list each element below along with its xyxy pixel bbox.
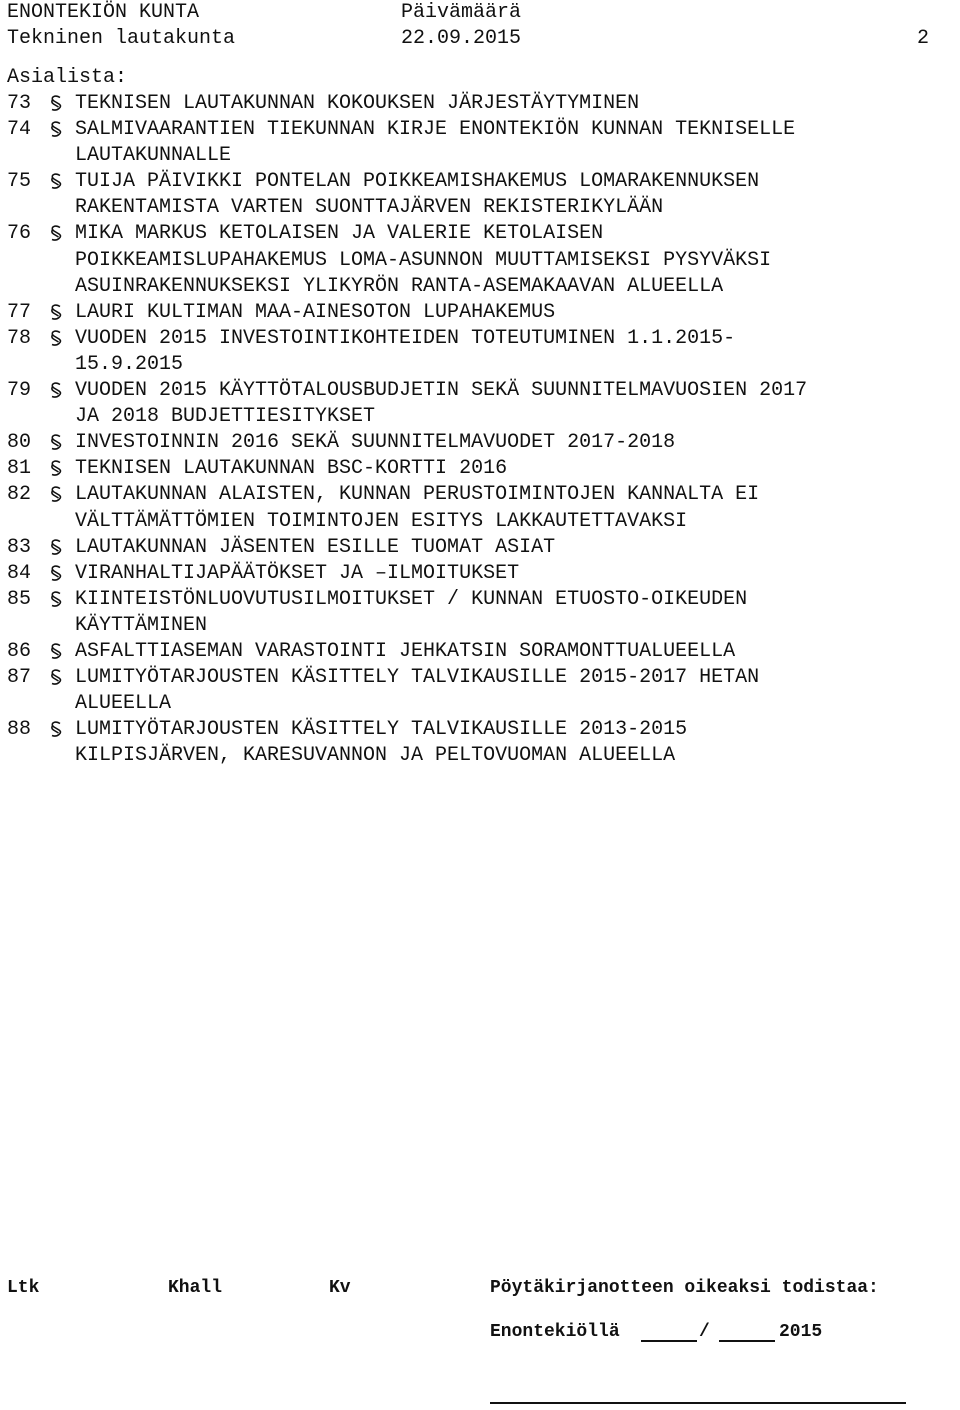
section-sign-icon <box>49 720 63 740</box>
committee-name: Tekninen lautakunta <box>7 27 236 50</box>
section-sign-icon <box>49 433 63 453</box>
agenda-item-title: MIKA MARKUS KETOLAISEN JA VALERIE KETOLAISEN POIKKEAMISLUPAHAKEMUS LOMA-ASUNNON MUUTTAMISEKSI PYSYVÄKSI ASUINRAKENNUKSEKSI YLIKYRÖN RANTA-ASEMAKAAVAN ALUEELLA <box>75 222 772 298</box>
agenda-item <box>7 300 953 326</box>
agenda-item-title: LUMITYÖTARJOUSTEN KÄSITTELY TALVIKAUSILLE 2015-2017 HETAN ALUEELLA <box>75 666 760 716</box>
agenda-item <box>7 117 953 169</box>
year-label: 2015 <box>779 1322 823 1342</box>
agenda-item-number: 80 <box>7 431 32 455</box>
agenda <box>7 65 953 769</box>
agenda-item <box>7 169 953 221</box>
agenda-item-title: KIINTEISTÖNLUOVUTUSILMOITUKSET / KUNNAN ETUOSTO-OIKEUDEN KÄYTTÄMINEN <box>75 587 748 637</box>
agenda-list <box>7 91 953 769</box>
section-sign-icon <box>49 94 63 114</box>
agenda-item-number: 85 <box>7 587 32 611</box>
section-sign <box>37 717 75 769</box>
agenda-title: Asialista: <box>7 66 128 89</box>
section-sign <box>37 535 75 561</box>
section-sign-icon <box>49 538 63 558</box>
agenda-item-number: 87 <box>7 666 32 690</box>
meeting-date: 22.09.2015 <box>401 27 522 50</box>
agenda-item-number: 75 <box>7 170 32 194</box>
agenda-item-title: VIRANHALTIJAPÄÄTÖKSET JA –ILMOITUKSET <box>75 561 520 585</box>
section-sign-icon <box>49 224 63 244</box>
section-sign <box>37 326 75 378</box>
agenda-item <box>7 482 953 534</box>
agenda-item <box>7 456 953 482</box>
section-sign <box>37 117 75 169</box>
section-sign-icon <box>49 590 63 610</box>
section-sign-icon <box>49 668 63 688</box>
municipality-name: ENONTEKIÖN KUNTA <box>7 1 200 24</box>
section-sign <box>37 482 75 534</box>
kv-label: Kv <box>329 1278 351 1298</box>
agenda-item-number: 78 <box>7 326 32 350</box>
section-sign-icon <box>49 485 63 505</box>
khall-label: Khall <box>168 1278 223 1298</box>
agenda-item <box>7 91 953 117</box>
section-sign <box>37 300 75 326</box>
agenda-item-title: TEKNISEN LAUTAKUNNAN KOKOUKSEN JÄRJESTÄYTYMINEN <box>75 92 640 115</box>
agenda-item-title: LAUTAKUNNAN ALAISTEN, KUNNAN PERUSTOIMINTOJEN KANNALTA EI VÄLTTÄMÄTTÖMIEN TOIMINTOJEN ESITYS LAKKAUTETTAVAKSI <box>75 483 760 533</box>
agenda-item-number: 79 <box>7 379 32 403</box>
agenda-item-title: LAURI KULTIMAN MAA-AINESOTON LUPAHAKEMUS <box>75 300 556 324</box>
agenda-item-title: TEKNISEN LAUTAKUNNAN BSC-KORTTI 2016 <box>75 457 508 481</box>
page-header <box>7 0 953 52</box>
date-label: Päivämäärä <box>401 1 522 24</box>
page-number: 2 <box>917 27 930 50</box>
place-label: Enontekiöllä <box>490 1322 620 1342</box>
agenda-item <box>7 326 953 378</box>
section-sign <box>37 91 75 117</box>
section-sign <box>37 169 75 221</box>
agenda-item-title: VUODEN 2015 KÄYTTÖTALOUSBUDJETIN SEKÄ SUUNNITELMAVUOSIEN 2017 JA 2018 BUDJETTIESITYKSET <box>75 379 808 429</box>
section-sign-icon <box>49 459 63 479</box>
month-signature-line <box>719 1340 775 1342</box>
section-sign <box>37 639 75 665</box>
agenda-item-number: 77 <box>7 300 32 324</box>
agenda-item-title: ASFALTTIASEMAN VARASTOINTI JEHKATSIN SORAMONTTUALUEELLA <box>75 639 736 663</box>
day-signature-line <box>641 1340 697 1342</box>
section-sign <box>37 430 75 456</box>
signature-line <box>490 1402 906 1404</box>
agenda-item <box>7 587 953 639</box>
section-sign <box>37 378 75 430</box>
agenda-item <box>7 535 953 561</box>
agenda-item <box>7 665 953 717</box>
date-separator: / <box>699 1322 710 1342</box>
agenda-item <box>7 378 953 430</box>
section-sign-icon <box>49 329 63 349</box>
agenda-item-title: TUIJA PÄIVIKKI PONTELAN POIKKEAMISHAKEMUS LOMARAKENNUKSEN RAKENTAMISTA VARTEN SUONTTAJÄRVEN REKISTERIKYLÄÄN <box>75 170 760 220</box>
section-sign-icon <box>49 564 63 584</box>
agenda-item-number: 86 <box>7 639 32 663</box>
section-sign-icon <box>49 381 63 401</box>
agenda-item <box>7 430 953 456</box>
agenda-item <box>7 561 953 587</box>
section-sign <box>37 221 75 299</box>
agenda-item-number: 82 <box>7 483 32 507</box>
section-sign-icon <box>49 120 63 140</box>
page-footer <box>7 1276 953 1410</box>
agenda-item-title: VUODEN 2015 INVESTOINTIKOHTEIDEN TOTEUTUMINEN 1.1.2015- 15.9.2015 <box>75 326 736 376</box>
ltk-label: Ltk <box>7 1278 40 1298</box>
agenda-item-number: 84 <box>7 561 32 585</box>
section-sign-icon <box>49 303 63 323</box>
agenda-item <box>7 221 953 299</box>
section-sign <box>37 665 75 717</box>
agenda-item-title: INVESTOINNIN 2016 SEKÄ SUUNNITELMAVUODET 2017-2018 <box>75 431 676 455</box>
agenda-item-title: LUMITYÖTARJOUSTEN KÄSITTELY TALVIKAUSILLE 2013-2015 KILPISJÄRVEN, KARESUVANNON JA PELTOVUOMAN ALUEELLA <box>75 718 688 768</box>
section-sign-icon <box>49 172 63 192</box>
section-sign-icon <box>49 642 63 662</box>
agenda-item-number: 76 <box>7 222 32 246</box>
section-sign <box>37 561 75 587</box>
agenda-item <box>7 639 953 665</box>
agenda-item-number: 73 <box>7 92 32 115</box>
agenda-item-title: LAUTAKUNNAN JÄSENTEN ESILLE TUOMAT ASIAT <box>75 535 556 559</box>
agenda-item-number: 81 <box>7 457 32 481</box>
section-sign <box>37 456 75 482</box>
section-sign <box>37 587 75 639</box>
agenda-item <box>7 717 953 769</box>
agenda-item-number: 74 <box>7 118 32 142</box>
agenda-item-number: 88 <box>7 718 32 742</box>
agenda-item-title: SALMIVAARANTIEN TIEKUNNAN KIRJE ENONTEKIÖN KUNNAN TEKNISELLE LAUTAKUNNALLE <box>75 118 796 168</box>
certify-label: Pöytäkirjanotteen oikeaksi todistaa: <box>490 1278 879 1298</box>
agenda-item-number: 83 <box>7 535 32 559</box>
